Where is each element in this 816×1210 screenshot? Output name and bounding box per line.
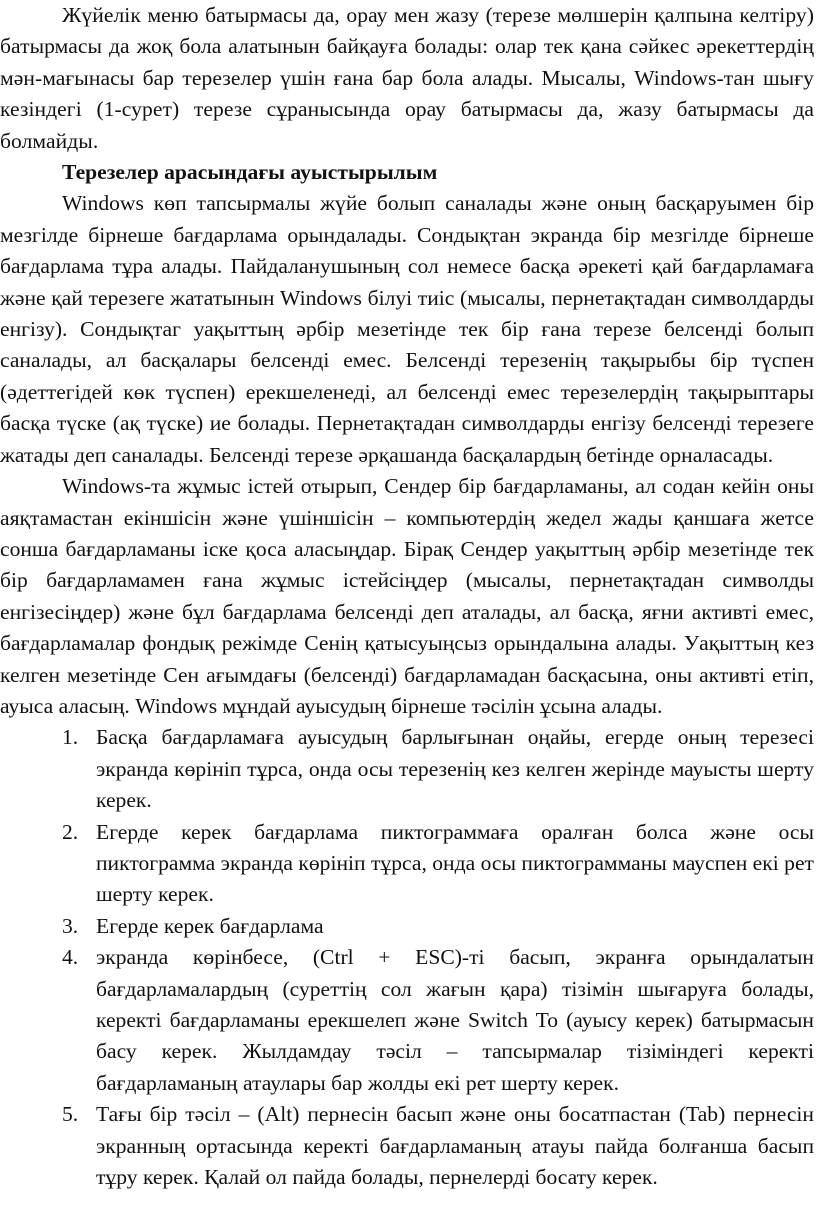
section-heading: Терезелер арасындағы ауыстырылым xyxy=(62,160,438,185)
list-item xyxy=(0,817,814,911)
list-item-text: Егерде керек бағдарлама xyxy=(96,913,324,938)
list-item-number: 3. xyxy=(62,913,79,938)
list-item xyxy=(0,722,814,816)
numbered-list xyxy=(0,722,814,1193)
list-item-text: Егерде керек бағдарлама пиктограммаға оралған болса және осы пиктограмма экранда көрініп тұрса, онда осы пиктограмманы мауспен екі рет шерту керек. xyxy=(96,819,814,907)
list-item-number: 4. xyxy=(62,945,79,970)
list-item xyxy=(0,911,814,942)
paragraph-3: Windows-та жұмыс істей отырып, Сендер бір бағдарламаны, ал содан кейін оны аяқтамастан екіншісін және үшіншісін – компьютердің жедел жады қаншаға жетсе сонша бағдарламаны іске қоса аласыңдар. Бірақ Сендер уақыттың әрбір мезетінде тек бір бағдарламамен ғана жұмыс істейсіңдер (мысалы, пернетақтадан символды енгізесіңдер) және бұл бағдарлама белсенді деп аталады, ал басқа, яғни активті емес, бағдарламалар фондық режімде Сенің қатысуыңсыз орындалына алады. Уақыттың кез келген мезетінде Сен ағымдағы (белсенді) бағдарламадан басқасына, оны активті етіп, ауыса аласың. Windows мұндай ауысудың бірнеше тәсілін ұсына алады. xyxy=(0,474,814,718)
paragraph-2: Windows көп тапсырмалы жүйе болып саналады және оның басқаруымен бір мезгілде бірнеше бағдарлама орындалады. Сондықтан экранда бір мезгілде бірнеше бағдарлама тұра алады. Пайдаланушының сол немесе басқа әрекеті қай бағдарламаға және қай терезеге жататынын Windows білуі тиіс (мысалы, пернетақтадан символдарды енгізу). Сондықтаг уақыттың әрбір мезетінде тек бір ғана терезе белсенді болып саналады, ал басқалары белсенді емес. Белсенді терезенің тақырыбы бір түспен (әдеттегідей көк түспен) ерекшеленеді, ал белсенді емес терезелердің тақырыптары басқа түске (ақ түске) ие болады. Пернетақтадан символдарды енгізу белсенді терезеге жатады деп саналады. Белсенді терезе әрқашанда басқалардың бетінде орналасады. xyxy=(0,191,814,467)
list-item-number: 5. xyxy=(62,1102,79,1127)
paragraph-1: Жүйелік меню батырмасы да, орау мен жазу (терезе мөлшерін қалпына келтіру) батырмасы да жоқ бола алатынын байқауға болады: олар тек қана сәйкес әрекеттердің мән-мағынасы бар терезелер үшін ғана бар бола алады. Мысалы, Windows-тан шығу кезіндегі (1-сурет) терезе сұранысында орау батырмасы да, жазу батырмасы да болмайды. xyxy=(0,3,814,153)
list-item-text: экранда көрінбесе, (Ctrl + ESC)-ті басып, экранға орындалатын бағдарламалардың (суреттің сол жағын қара) тізімін шығаруға болады, керекті бағдарламаны ерекшелеп және Switch To (ауысу керек) батырмасын басу керек. Жылдамдау тәсіл – тапсырмалар тізіміндегі керекті бағдарламаның атаулары бар жолды екі рет шерту керек. xyxy=(96,945,814,1095)
list-item-text: Тағы бір тәсіл – (Alt) пернесін басып және оны босатпастан (Tab) пернесін экранның ортасында керекті бағдарламаның атауы пайда болғанша басып тұру керек. Қалай ол пайда болады, пернелерді босату керек. xyxy=(96,1102,814,1190)
list-item-number: 1. xyxy=(62,725,79,750)
list-item-text: Басқа бағдарламаға ауысудың барлығынан оңайы, егерде оның терезесі экранда көрініп тұрса, онда осы терезенің кез келген жерінде мауысты шерту керек. xyxy=(96,725,814,813)
list-item-number: 2. xyxy=(62,819,79,844)
list-item xyxy=(0,1099,814,1193)
list-item xyxy=(0,942,814,1099)
